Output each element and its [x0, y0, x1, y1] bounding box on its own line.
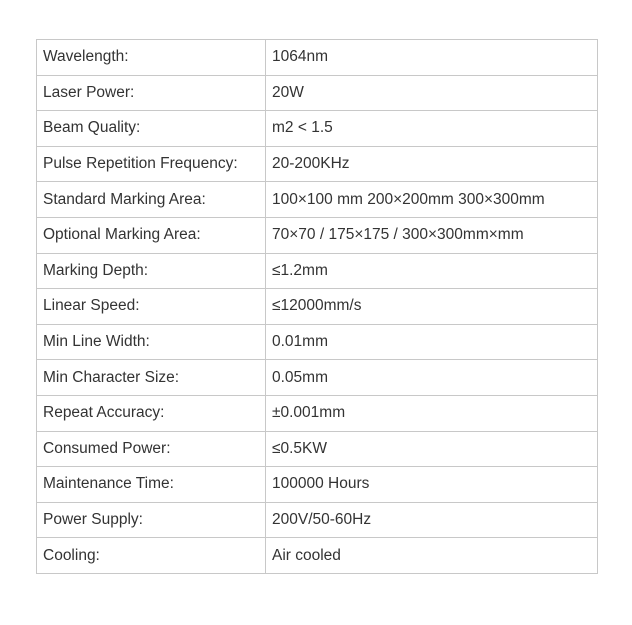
spec-label: Repeat Accuracy: [37, 395, 266, 431]
spec-value: Air cooled [266, 538, 598, 574]
table-row [37, 182, 598, 218]
spec-label: Min Character Size: [37, 360, 266, 396]
spec-label: Cooling: [37, 538, 266, 574]
table-row [37, 111, 598, 147]
table-row [37, 146, 598, 182]
table-row [37, 502, 598, 538]
spec-value: 100000 Hours [266, 467, 598, 503]
table-row [37, 217, 598, 253]
spec-value: 200V/50-60Hz [266, 502, 598, 538]
spec-value: 20-200KHz [266, 146, 598, 182]
spec-table [36, 39, 598, 574]
spec-value: m2 < 1.5 [266, 111, 598, 147]
spec-table-body [37, 40, 598, 574]
spec-value: 100×100 mm 200×200mm 300×300mm [266, 182, 598, 218]
table-row [37, 395, 598, 431]
spec-label: Pulse Repetition Frequency: [37, 146, 266, 182]
spec-value: 20W [266, 75, 598, 111]
spec-label: Wavelength: [37, 40, 266, 76]
table-row [37, 253, 598, 289]
spec-value: 1064nm [266, 40, 598, 76]
spec-value: ≤0.5KW [266, 431, 598, 467]
spec-value: ±0.001mm [266, 395, 598, 431]
table-row [37, 40, 598, 76]
spec-label: Maintenance Time: [37, 467, 266, 503]
spec-label: Optional Marking Area: [37, 217, 266, 253]
table-row [37, 289, 598, 325]
spec-label: Min Line Width: [37, 324, 266, 360]
spec-value: 0.01mm [266, 324, 598, 360]
spec-label: Standard Marking Area: [37, 182, 266, 218]
spec-label: Marking Depth: [37, 253, 266, 289]
spec-value: 0.05mm [266, 360, 598, 396]
spec-label: Linear Speed: [37, 289, 266, 325]
table-row [37, 538, 598, 574]
table-row [37, 360, 598, 396]
table-row [37, 324, 598, 360]
table-row [37, 75, 598, 111]
spec-label: Laser Power: [37, 75, 266, 111]
table-row [37, 467, 598, 503]
spec-label: Consumed Power: [37, 431, 266, 467]
spec-value: 70×70 / 175×175 / 300×300mm×mm [266, 217, 598, 253]
table-row [37, 431, 598, 467]
spec-value: ≤1.2mm [266, 253, 598, 289]
spec-label: Power Supply: [37, 502, 266, 538]
spec-value: ≤12000mm/s [266, 289, 598, 325]
spec-label: Beam Quality: [37, 111, 266, 147]
